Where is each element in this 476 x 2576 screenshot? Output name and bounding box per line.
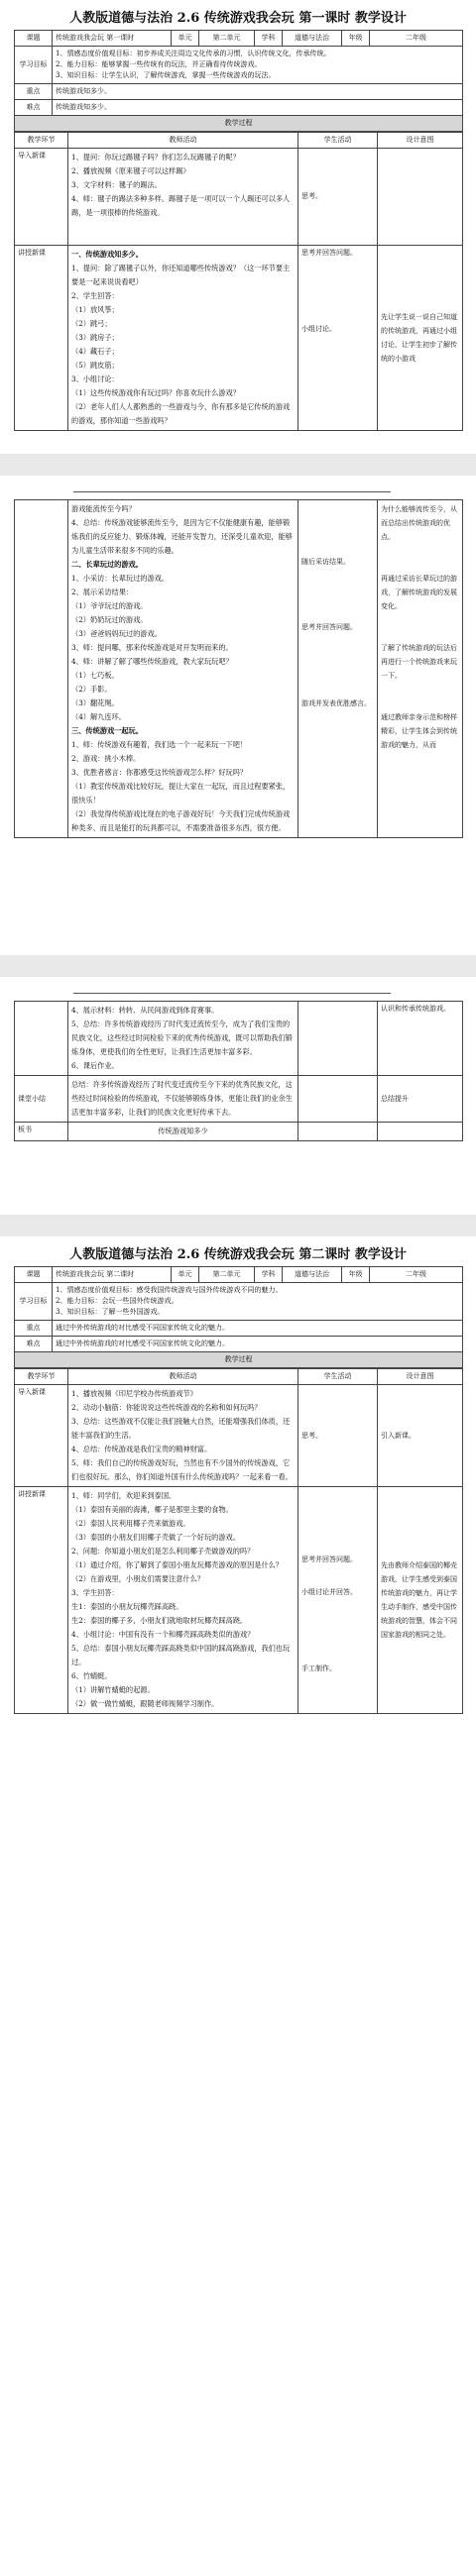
page-rule [73, 491, 391, 492]
hard-value: 传统游戏知多少。 [53, 100, 463, 116]
goals-list [53, 1283, 463, 1321]
step-text: （1）放风筝； [71, 305, 119, 314]
teacher-activity [68, 246, 298, 431]
stage-cell [15, 1002, 68, 1076]
unit-value: 第二单元 [199, 31, 255, 47]
goal-item: 1、情感态度价值观目标：初步养成关注周边文化传承的习惯，认识传统文化，传承传统。 [56, 50, 331, 57]
student-activity [298, 1076, 378, 1123]
header-student: 学生活动 [298, 133, 378, 149]
topic-value: 传统游戏我会玩 第二课时 [53, 1267, 172, 1283]
lesson1-info-table [14, 30, 463, 132]
header-teacher: 教师活动 [68, 133, 298, 149]
hard-label: 难点 [15, 1337, 53, 1352]
design-intent: 先让学生说一说自己知道的传统游戏，再通过小组讨论，让学生初步了解传统的小游戏 [378, 246, 463, 431]
teacher-activity [68, 149, 298, 246]
hard-label: 难点 [15, 100, 53, 116]
goal-item: 2、能力目标：会玩一些国外传统游戏。 [56, 1297, 178, 1305]
step-text: （2）手影。 [71, 685, 112, 694]
hard-value: 通过中外传统游戏的对比感受不同国家传统文化的魅力。 [53, 1337, 463, 1352]
goals-list [53, 47, 463, 84]
design-intent: 认识和传承传统游戏。 [378, 1002, 463, 1076]
page-gap [0, 1215, 476, 1236]
step-text: 生2：泰国的椰子多，小朋友们就地取材玩椰壳踩高跷。 [71, 1616, 248, 1625]
student-activity: 随后采访结果。 思考并回答问题。 游戏并发表优胜感言。 [298, 500, 378, 838]
stage-cell: 课堂小结 [15, 1076, 68, 1123]
step-text: 4、师：毽子的踢法多种多样。踢毽子是一项可以一个人踢还可以多人踢，是一项很棒的传统游戏。 [71, 194, 291, 217]
teacher-activity [68, 1487, 298, 1714]
step-text: （3）泰国的小朋友们用椰子壳做了一个好玩的游戏。 [71, 1533, 240, 1542]
process-band: 教学过程 [15, 116, 463, 132]
topic-label: 课题 [15, 31, 53, 47]
teacher-activity [68, 1123, 298, 1141]
step-text: （1）通过介绍，你了解到了泰国小朋友玩椰壳游戏的原因是什么？ [71, 1560, 284, 1569]
key-label: 重点 [15, 84, 53, 100]
teacher-activity [68, 1002, 298, 1076]
step-text: 3、学生回答： [71, 1588, 119, 1597]
step-text: 4、总结：传统游戏是我们宝贵的精神财富。 [71, 1445, 212, 1453]
stage-cell: 讲授新课 [15, 246, 68, 431]
teacher-activity [68, 500, 298, 838]
goals-label: 学习目标 [15, 47, 53, 84]
stage-cell: 板书 [15, 1123, 68, 1141]
step-text: 2、动动小脑筋：你能说说这些传统游戏的名称和如何玩吗？ [71, 1403, 262, 1412]
step-text: 6、课后作业。 [71, 1061, 119, 1070]
key-value: 通过中外传统游戏的对比感受不同国家传统文化的魅力。 [53, 1321, 463, 1337]
board-text: 传统游戏知多少 [158, 1127, 208, 1135]
step-text: （1）教室传统游戏比较好玩，提让大家在一起玩，而且过程要紧张，很快乐！ [71, 782, 291, 805]
header-teacher: 教师活动 [68, 1369, 298, 1385]
design-intent [378, 149, 463, 246]
step-text: 1、提问：除了踢毽子以外，你还知道哪些传统游戏？（这一环节要主要是一起来说说看吧） [71, 264, 291, 286]
step-text: 6、竹蜻蜓。 [71, 1671, 112, 1680]
subject-label: 学科 [255, 31, 283, 47]
header-stage: 教学环节 [15, 133, 68, 149]
lesson2-info-table [14, 1266, 463, 1368]
grade-value: 二年级 [370, 31, 463, 47]
grade-label: 年级 [342, 31, 370, 47]
step-text: 4、小组讨论：中国有没有一个和椰壳踩高跷类似的游戏？ [71, 1630, 255, 1639]
step-text: 2、展示采访结果： [71, 588, 134, 596]
step-text: 生1：泰国的小朋友玩椰壳踩高跷。 [71, 1602, 183, 1611]
step-text: 2、播放视频《原来毽子可以这样踢》 [71, 166, 190, 175]
step-text: （2）老年人们人人都熟悉的一些游戏与今，你有那多是它传统的游戏的游戏，那你知道一些游戏吗？ [71, 402, 291, 425]
step-heading: 三、传统游戏一起玩。 [71, 726, 143, 735]
step-text: 4、师：讲解了解了哪些传统游戏，教大家玩玩吧？ [71, 657, 233, 666]
step-text: 1、小采访：长辈玩过的游戏。 [71, 574, 170, 583]
goal-item: 1、情感态度价值观目标：感受我国传统游戏与国外传统游戏不同的魅力。 [56, 1286, 283, 1294]
step-text: （3）跳房子； [71, 333, 119, 342]
step-text: （2）奶奶玩过的游戏。 [71, 615, 148, 624]
unit-value: 第二单元 [199, 1267, 255, 1283]
page2-process-table [14, 499, 463, 838]
step-text: 总结：许多传统游戏经历了时代变迁流传至今下来的优秀民族文化，这些经过时间检验的传统游戏，不仅能够锻炼身体，更能让我们的业余生活更加丰富多彩，让我们的民族文化更好传承下去。 [71, 1080, 293, 1117]
stage-cell: 导入新课 [15, 1385, 68, 1487]
header-intent: 设计意图 [378, 133, 463, 149]
step-text: 3、文字材料：毽子的踢法。 [71, 180, 162, 189]
topic-value: 传统游戏我会玩 第一课时 [53, 31, 172, 47]
step-text: （1）讲解竹蜻蜓的起源。 [71, 1685, 155, 1694]
stage-cell [15, 500, 68, 838]
step-text: 2、游戏：挑小木棒。 [71, 754, 141, 763]
topic-label: 课题 [15, 1267, 53, 1283]
step-text: （2）在游戏里，小朋友们需要注意什么？ [71, 1574, 204, 1583]
subject-value: 道德与法治 [283, 31, 342, 47]
step-text: 3、师：提问哪，那来传统游戏是对开发明而来的。 [71, 643, 233, 652]
step-text: 1、播放视频《印尼学校办传统游戏节》 [71, 1389, 197, 1398]
process-band: 教学过程 [15, 1352, 463, 1368]
document-page-4 [14, 1242, 462, 2570]
step-text: 3、总结：这些游戏不仅能让我们接触大自然，还能增强我们体质，还能丰富我们的生活。 [71, 1417, 291, 1440]
step-text: 2、学生回答： [71, 291, 119, 300]
step-text: （1）七巧板。 [71, 671, 119, 680]
step-text: 4、展示材料：转转、从民间游戏到体育赛事。 [71, 1006, 219, 1015]
step-text: 1、师：传统游戏有趣着，我们选一个一起来玩一下吧！ [71, 740, 248, 749]
step-text: （4）藏石子； [71, 347, 119, 356]
goal-item: 2、能力目标：能够掌握一些传统有的玩法，并正确看待传统游戏。 [56, 60, 262, 68]
step-heading: 二、长辈玩过的游戏。 [71, 560, 143, 569]
subject-label: 学科 [255, 1267, 283, 1283]
student-activity [298, 1002, 378, 1076]
student-activity: 思考。 [298, 1385, 378, 1487]
goals-label: 学习目标 [15, 1283, 53, 1321]
subject-value: 道德与法治 [283, 1267, 342, 1283]
step-text: 3、小组讨论： [71, 375, 119, 383]
step-text: 5、师：我们自己的传统游戏好玩，当然也有不少国外的传统游戏，它们也很好玩。那么，你们知道外国有什么传统游戏吗？一起来看一看。 [71, 1458, 293, 1481]
unit-label: 单元 [172, 1267, 199, 1283]
step-heading: 一、传统游戏知多少。 [71, 250, 143, 259]
step-text: （2）我觉得传统游戏比现在的电子游戏好玩！今天我们完成传统游戏种类多、而且是能打的玩具都可以，不需要准备很多东西，很方便。 [71, 809, 291, 832]
step-text: 4、总结：传统游戏能够流传至今，是因为它不仅能健康有趣，能够锻炼我们的反应能力、锻炼体魄，还能开发智力，还深受儿童欢迎，能够为儿童生活带来很多不同的乐趣。 [71, 518, 293, 555]
page-rule [73, 993, 391, 994]
teacher-activity [68, 1076, 298, 1123]
goal-item: 3、知识目标：让学生认识，了解传统游戏，掌握一些传统游戏的玩法。 [56, 71, 276, 79]
header-student: 学生活动 [298, 1369, 378, 1385]
page-gap [0, 454, 476, 476]
design-intent: 为什么能够流传至今，从而总结出传统游戏的优点。 再通过采访长辈玩过的游戏，了解传统游戏的发展变化。 了解了传统游戏的玩法后再进行一个传统游戏来玩一下。 通过教师亲身示范和榜样精彩，让学生体会到传统游戏的魅力，从而 [378, 500, 463, 838]
step-text: （1）爷爷玩过的游戏。 [71, 601, 148, 610]
step-text: 2、问题：你知道小朋友们是怎么利用椰子壳做游戏的吗？ [71, 1547, 255, 1556]
step-text: （2）跳弓； [71, 319, 112, 328]
key-value: 传统游戏知多少。 [53, 84, 463, 100]
stage-cell: 讲授新课 [15, 1487, 68, 1714]
step-text: （2）做一做竹蜻蜓，跟随老师视频学习制作。 [71, 1699, 219, 1708]
unit-label: 单元 [172, 31, 199, 47]
stage-cell: 导入新课 [15, 149, 68, 246]
step-text: 1、师：同学们，欢迎来到泰国。 [71, 1491, 177, 1500]
document-page-2 [14, 482, 462, 951]
step-text: 1、提问：你玩过踢毽子吗？你们怎么玩踢毽子的呢？ [71, 153, 240, 161]
lesson1-title: 人教版道德与法治 2.6 传统游戏我会玩 第一课时 教学设计 [69, 11, 407, 26]
page-gap [0, 955, 476, 977]
lesson2-process-table [14, 1368, 463, 1714]
step-text: （4）解九连环。 [71, 712, 126, 721]
step-text: （5）跳皮筋； [71, 361, 119, 370]
lesson2-title: 人教版道德与法治 2.6 传统游戏我会玩 第二课时 教学设计 [69, 1247, 407, 1262]
student-activity: 思考并回答问题。 小组讨论。 [298, 246, 378, 431]
lesson1-process-table [14, 132, 463, 431]
step-text: （1）泰国有美丽的海滩，椰子是那里主要的食物。 [71, 1505, 233, 1514]
step-text: （1）这些传统游戏你有玩过吗？你喜欢玩什么游戏？ [71, 388, 240, 397]
step-text: （3）翻花绳。 [71, 698, 119, 707]
grade-value: 二年级 [370, 1267, 463, 1283]
step-text: 5、总结：许多传统游戏经历了时代变迁流传至今，成为了我们宝贵的民族文化，这些经过时间检验下来的优秀传统游戏，既可以帮助我们锻炼身体，更使我们的全性更好，让我们生活更加丰富多彩。 [71, 1020, 293, 1056]
student-activity [298, 1123, 378, 1141]
step-text: 游戏能流传至今吗？ [71, 504, 136, 513]
student-activity: 思考。 [298, 149, 378, 246]
header-intent: 设计意图 [378, 1369, 463, 1385]
step-text: （2）泰国人民利用椰子壳来做游戏。 [71, 1519, 190, 1528]
document-page-3 [14, 983, 462, 1211]
grade-label: 年级 [342, 1267, 370, 1283]
design-intent: 引入新课。 [378, 1385, 463, 1487]
header-stage: 教学环节 [15, 1369, 68, 1385]
design-intent [378, 1123, 463, 1141]
step-text: （3）爸爸妈妈玩过的游戏。 [71, 629, 162, 638]
goal-item: 3、知识目标：了解一些外国游戏。 [56, 1308, 165, 1316]
step-text: 3、优胜者感言：你都感受这传统游戏怎么样？好玩吗？ [71, 768, 248, 777]
design-intent: 先由教师介绍泰国的椰壳游戏，让学生感受到泰国传统游戏的魅力，再让学生动手制作，感受中国传统游戏的智慧，体会不同国家游戏的相同之处。 [378, 1487, 463, 1714]
step-text: 5、总结：泰国小朋友玩椰壳踩高跷类似中国的踩高跷游戏，我们也玩过。 [71, 1644, 291, 1666]
key-label: 重点 [15, 1321, 53, 1337]
teacher-activity [68, 1385, 298, 1487]
document-page-1 [14, 6, 462, 450]
student-activity: 思考并回答问题。 小组讨论并回答。 手工制作。 [298, 1487, 378, 1714]
page3-process-table [14, 1001, 463, 1141]
design-intent: 总结提升 [378, 1076, 463, 1123]
